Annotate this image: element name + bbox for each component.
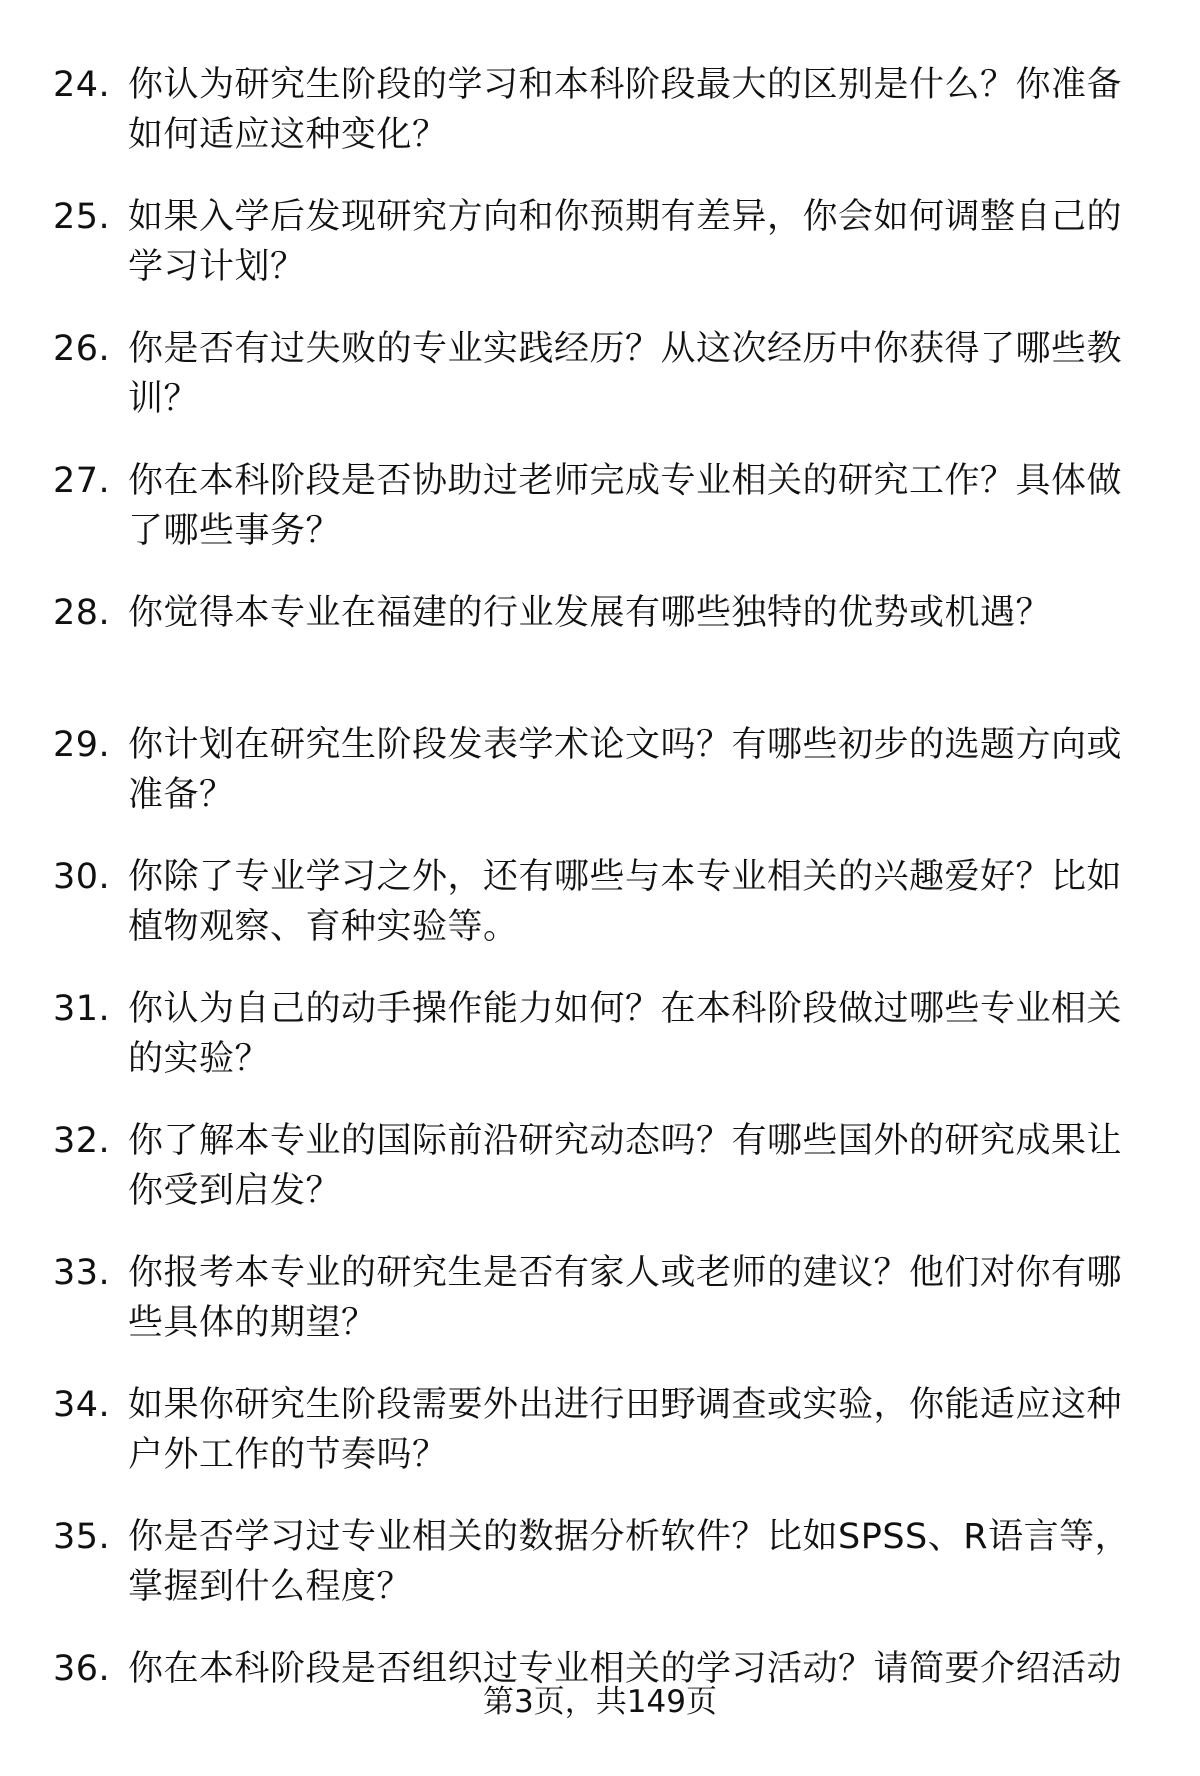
question-item [0, 852, 1200, 984]
question-number: 35. [53, 1517, 111, 1557]
question-line: 你在本科阶段是否组织过专业相关的学习活动？请简要介绍活动 [128, 1649, 1123, 1689]
question-number: 29. [53, 725, 111, 765]
question-number: 27. [53, 461, 111, 501]
question-line: 学习计划？ [128, 247, 306, 287]
question-line: 如果你研究生阶段需要外出进行田野调查或实验，你能适应这种 [128, 1385, 1123, 1425]
question-line: 你在本科阶段是否协助过老师完成专业相关的研究工作？具体做 [128, 461, 1123, 501]
question-line: 你觉得本专业在福建的行业发展有哪些独特的优势或机遇？ [128, 593, 1052, 633]
question-line: 你了解本专业的国际前沿研究动态吗？有哪些国外的研究成果让 [128, 1121, 1123, 1161]
question-number: 24. [53, 65, 111, 105]
question-number: 28. [53, 593, 111, 633]
question-text [128, 324, 1138, 424]
question-item [0, 1116, 1200, 1248]
question-text [128, 1116, 1138, 1216]
question-number: 36. [53, 1649, 111, 1689]
question-text [128, 984, 1138, 1084]
question-item [0, 1512, 1200, 1644]
question-text [128, 60, 1138, 160]
question-line: 掌握到什么程度？ [128, 1567, 413, 1607]
question-line: 的实验？ [128, 1039, 271, 1079]
question-text [128, 192, 1138, 292]
question-number: 32. [53, 1121, 111, 1161]
question-text [128, 1248, 1138, 1348]
question-text [128, 1512, 1138, 1612]
question-line: 你认为自己的动手操作能力如何？在本科阶段做过哪些专业相关 [128, 989, 1123, 1029]
question-line: 户外工作的节奏吗？ [128, 1435, 448, 1475]
question-line: 植物观察、育种实验等。 [128, 907, 519, 947]
question-item [0, 1380, 1200, 1512]
question-item [0, 588, 1200, 720]
page-footer: 第3页，共149页 [483, 1684, 717, 1720]
question-item [0, 984, 1200, 1116]
question-line: 你除了专业学习之外，还有哪些与本专业相关的兴趣爱好？比如 [128, 857, 1123, 897]
question-number: 26. [53, 329, 111, 369]
question-text [128, 720, 1138, 820]
question-text [128, 588, 1138, 638]
question-item [0, 1248, 1200, 1380]
question-line: 你计划在研究生阶段发表学术论文吗？有哪些初步的选题方向或 [128, 725, 1123, 765]
question-item [0, 324, 1200, 456]
question-text [128, 1380, 1138, 1480]
question-line: 你受到启发？ [128, 1171, 342, 1211]
question-text [128, 456, 1138, 556]
question-text [128, 852, 1138, 952]
question-line: 训？ [128, 379, 200, 419]
question-item [0, 192, 1200, 324]
question-item [0, 60, 1200, 192]
question-item [0, 456, 1200, 588]
question-line: 你是否有过失败的专业实践经历？从这次经历中你获得了哪些教 [128, 329, 1123, 369]
question-line: 如果入学后发现研究方向和你预期有差异，你会如何调整自己的 [128, 197, 1123, 237]
question-number: 31. [53, 989, 111, 1029]
question-line: 你是否学习过专业相关的数据分析软件？比如SPSS、R语言等， [128, 1517, 1131, 1557]
question-line: 如何适应这种变化？ [128, 115, 448, 155]
question-item [0, 720, 1200, 852]
question-line: 你认为研究生阶段的学习和本科阶段最大的区别是什么？你准备 [128, 65, 1123, 105]
question-number: 34. [53, 1385, 111, 1425]
question-line: 准备？ [128, 775, 235, 815]
question-line: 些具体的期望？ [128, 1303, 377, 1343]
question-number: 25. [53, 197, 111, 237]
question-number: 33. [53, 1253, 111, 1293]
question-line: 了哪些事务？ [128, 511, 342, 551]
question-list [0, 60, 1200, 1776]
question-line: 你报考本专业的研究生是否有家人或老师的建议？他们对你有哪 [128, 1253, 1123, 1293]
question-number: 30. [53, 857, 111, 897]
